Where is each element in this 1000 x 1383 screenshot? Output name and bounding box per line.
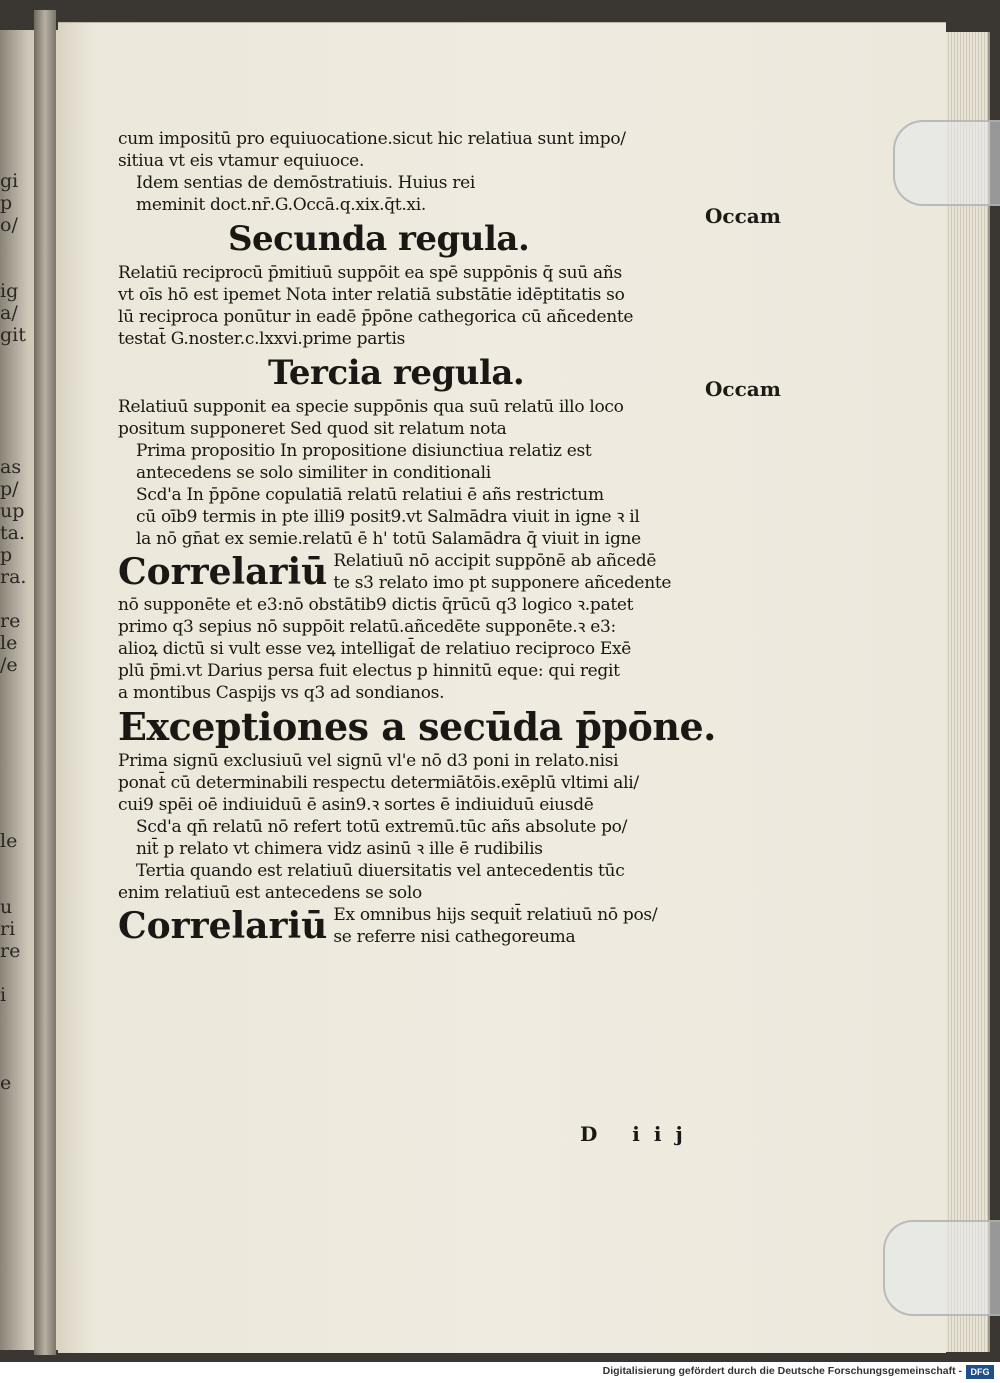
footer-bar [0,1362,1000,1383]
heading-secunda: Secunda regula. [228,219,530,259]
text-line: antecedens se solo similiter in conditionali [136,463,491,483]
left-page-fragment [0,390,34,412]
left-page-fragment [0,434,34,456]
left-page-fragment: le [0,830,18,852]
left-page-fragment [0,1050,34,1072]
block7 [118,882,718,904]
text-line: Prima propositio In propositione disiunctiua relatiz est [136,441,592,461]
block1-indent [118,172,718,216]
block1 [118,128,718,172]
block5 [118,594,718,704]
left-page-fragment: gi [0,170,19,192]
text-line: alioꝝ dictū si vult esse veꝝ intelligat̄ de relatiuo reciproco Exē [118,639,632,659]
left-page-fragment: le [0,632,18,654]
text-line: la nō gn̄at ex semie.relatū ē h' totū Salamādra q̄ viuit in igne [136,529,641,549]
left-page-fragment [0,852,34,874]
block3-indent [118,440,718,484]
text-line: testat̄ G.noster.c.lxxvi.prime partis [118,329,406,349]
text-line: primo q3 sepius nō suppōit relatū.añcedēte supponēte.ꝛ e3: [118,617,616,637]
block7-indent [118,860,718,882]
text-line: Prima signū exclusiuū vel signū vl'e nō d3 poni in relato.nisi [118,751,619,771]
text-line: cū oīb9 termis in pte illi9 posit9.vt Salmādra viuit in igne ꝛ il [136,507,640,527]
left-page-fragment [0,258,34,280]
block6-indent [118,816,718,860]
text-line: cum impositū pro equiuocatione.sicut hic relatiua sunt impo/ [118,129,626,149]
text-line: sitiua vt eis vtamur equiuoce. [118,151,365,171]
text-line: te s3 relato imo pt supponere añcedente [333,573,672,593]
left-page-fragment: re [0,940,21,962]
margin-note-occam-2: Occam [705,377,781,401]
left-page-fragment: re [0,610,21,632]
text-line: meminit doct.nr̄.G.Occā.q.xix.q̄t.xi. [136,195,426,215]
page-clip-top [893,120,1000,206]
text-line: Idem sentias de demōstratiuis. Huius rei [136,173,476,193]
text-line: ponat̄ cū determinabili respectu determiātōis.exēplū vltimi ali/ [118,773,639,793]
correlarium-2-lines [333,904,657,948]
text-line: lū reciproca ponūtur in eadē p̄pōne cathegorica cū añcedente [118,307,634,327]
left-page-fragment [0,764,34,786]
text-line: cui9 spēi oē indiuiduū ē asin9.ꝛ sortes ē indiuiduū eiusdē [118,795,594,815]
left-page-fragment [0,720,34,742]
text-line: a montibus Caspijs vs q3 ad sondianos. [118,683,445,703]
text-line: plū p̄mi.vt Darius persa fuit electus p hinnitū eque: qui regit [118,661,620,681]
book-spine [34,10,56,1355]
dfg-logo: DFG [966,1365,994,1379]
left-page-fragment [0,1028,34,1050]
page-stack-edge [940,32,990,1352]
left-page-fragment: o/ [0,214,18,236]
left-page-fragment [0,786,34,808]
block6 [118,750,718,816]
text-line: positum supponeret Sed quod sit relatum nota [118,419,507,439]
text-line: Relatiuū nō accipit suppōnē ab añcedē [333,551,657,571]
left-page-fragment: p [0,544,13,566]
left-page-fragment [0,368,34,390]
page-clip-bottom [883,1220,1000,1316]
left-page-fragment [0,588,34,610]
left-page-fragment: /e [0,654,18,676]
left-page-fragment [0,874,34,896]
left-page-fragment [0,808,34,830]
left-page-fragment [0,742,34,764]
left-page-fragment: u [0,896,13,918]
block4-indent [118,484,718,550]
left-page-fragment: e [0,1072,12,1094]
text-line: Tertia quando est relatiuū diuersitatis vel antecedentis tūc [136,861,625,881]
left-page-fragment: p [0,192,13,214]
left-page-fragment [0,236,34,258]
text-line: Ex omnibus hijs sequit̄ relatiuū nō pos/ [333,905,658,925]
margin-note-occam-1: Occam [705,204,781,228]
text-line: Scd'a qn̄ relatū nō refert totū extremū.tūc añs absolute po/ [136,817,628,837]
text-line: nō supponēte et e3:nō obstātib9 dictis q̄rūcū q3 logico ꝛ.patet [118,595,634,615]
correlarium-2-word: Correlariū [118,905,328,947]
left-page-fragment: ri [0,918,16,940]
left-page-fragment: git [0,324,26,346]
left-page-fragment: ig [0,280,19,302]
left-page-fragment [0,698,34,720]
footer-credit: Digitalisierung gefördert durch die Deutsche Forschungsgemeinschaft - [602,1365,962,1377]
left-page-fragment [0,1006,34,1028]
text-line: Relatiuū supponit ea specie suppōnis qua suū relatū illo loco [118,397,624,417]
left-page-fragment [0,412,34,434]
text-line: nit̄ p relato vt chimera vidz asinū ꝛ ille ē rudibilis [136,839,543,859]
text-line: se referre nisi cathegoreuma [333,927,576,947]
left-page-fragment [0,346,34,368]
left-page-fragment: ta. [0,522,26,544]
text-block [118,128,718,948]
left-page-fragment: a/ [0,302,18,324]
left-page-fragment: i [0,984,7,1006]
left-page-fragment [0,962,34,984]
left-page-fragments [0,170,34,1094]
left-page-fragment [0,676,34,698]
correlarium-1-word: Correlariū [118,551,328,593]
left-page-fragment: up [0,500,25,522]
block3 [118,396,718,440]
correlarium-2 [118,904,718,948]
correlarium-1 [118,550,718,594]
text-line: Relatiū reciprocū p̄mitiuū suppōit ea spē suppōnis q̄ suū añs [118,263,622,283]
text-line: Scd'a In p̄pōne copulatiā relatū relatiui ē añs restrictum [136,485,604,505]
heading-exceptiones: Exceptiones a secūda p̄pōne. [118,704,716,749]
text-line: enim relatiuū est antecedens se solo [118,883,422,903]
left-page-fragment: ra. [0,566,27,588]
heading-tertia: Tercia regula. [268,353,525,393]
left-page-fragment: p/ [0,478,19,500]
left-page-fragment: as [0,456,22,478]
signature-mark: D iij [580,1122,697,1146]
correlarium-1-lines [333,550,671,594]
text-line: vt oīs hō est ipemet Nota inter relatiā substātie idēptitatis so [118,285,625,305]
block2 [118,262,718,350]
